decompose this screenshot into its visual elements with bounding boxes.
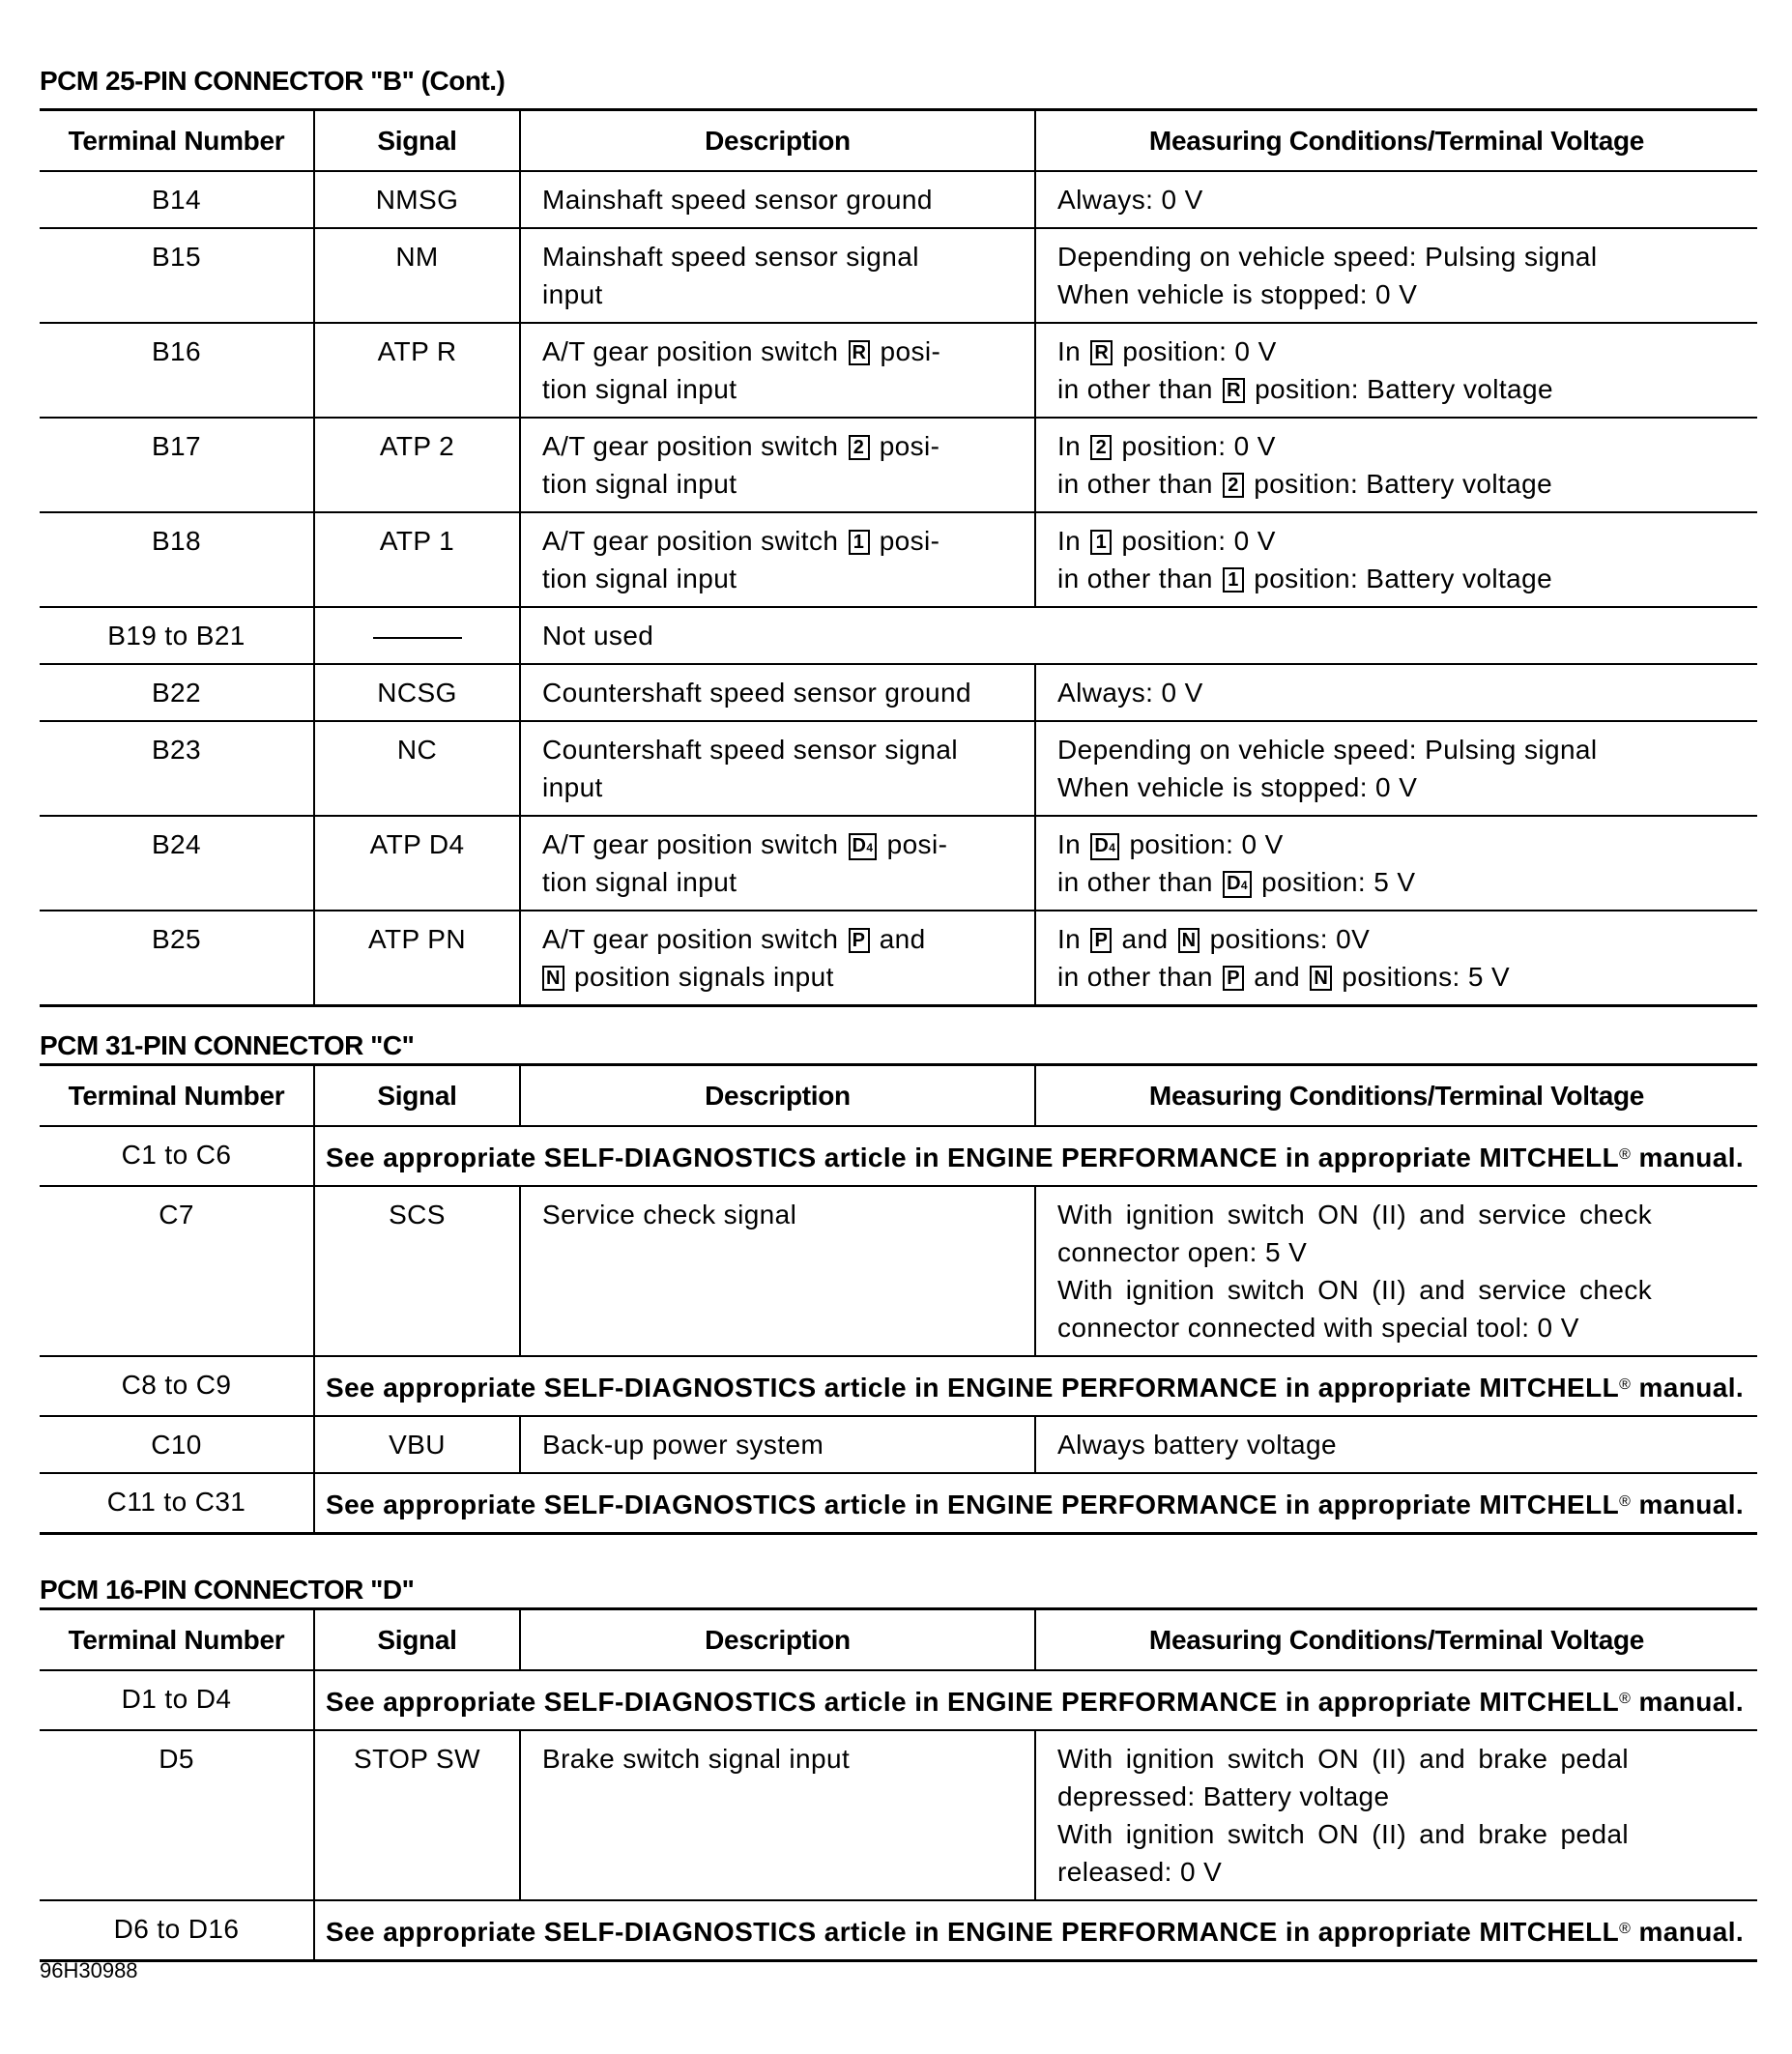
dash-line-icon <box>373 637 462 639</box>
text: See appropriate SELF-DIAGNOSTICS article in ENGINE PERFORMANCE in appropriate MITCHELL <box>326 1143 1620 1172</box>
gear-1-symbol-icon: 1 <box>1223 567 1244 593</box>
text: 4 <box>866 841 874 854</box>
description <box>520 816 1035 911</box>
self-diagnostics-note <box>314 1670 1757 1730</box>
description: Brake switch signal input <box>520 1730 1035 1900</box>
measuring-condition <box>1035 1186 1757 1356</box>
description <box>520 323 1035 418</box>
text: position: 0 V <box>1113 526 1276 556</box>
description <box>520 228 1035 323</box>
terminal-number: B24 <box>40 816 314 911</box>
measuring-line: With ignition switch ON (II) and brake pedal <box>1057 1744 1630 1774</box>
table-row <box>40 1126 1757 1186</box>
text: tion signal input <box>542 469 737 499</box>
text: posi- <box>879 829 948 859</box>
text: position: 0 V <box>1113 431 1276 461</box>
measuring-line: depressed: Battery voltage <box>1057 1781 1390 1811</box>
description: Service check signal <box>520 1186 1035 1356</box>
text: posi- <box>872 336 941 366</box>
table-row <box>40 1670 1757 1730</box>
text: A/T gear position switch <box>542 431 847 461</box>
text: See appropriate SELF-DIAGNOSTICS article in ENGINE PERFORMANCE in appropriate MITCHELL <box>326 1687 1620 1717</box>
text: position: 5 V <box>1253 867 1416 897</box>
table-row <box>40 1900 1757 1961</box>
signal: ATP D4 <box>314 816 520 911</box>
registered-mark-icon: ® <box>1619 1921 1632 1937</box>
signal: ATP 2 <box>314 418 520 512</box>
description: Not used <box>520 607 1757 664</box>
table-row <box>40 171 1757 228</box>
text: and <box>871 924 926 954</box>
connector-b-title: PCM 25-PIN CONNECTOR "B" (Cont.) <box>40 66 506 96</box>
measuring-condition <box>1035 911 1757 1006</box>
measuring-line: With ignition switch ON (II) and brake pedal <box>1057 1819 1630 1849</box>
measuring-line: Depending on vehicle speed: Pulsing signal <box>1057 242 1598 272</box>
text: A/T gear position switch <box>542 829 847 859</box>
signal: VBU <box>314 1416 520 1473</box>
table-row <box>40 228 1757 323</box>
measuring-line: released: 0 V <box>1057 1857 1223 1887</box>
terminal-number: B18 <box>40 512 314 607</box>
text: In <box>1057 829 1089 859</box>
signal: ATP R <box>314 323 520 418</box>
signal: ATP 1 <box>314 512 520 607</box>
text: and <box>1113 924 1176 954</box>
text: In <box>1057 526 1089 556</box>
description <box>520 911 1035 1006</box>
text: See appropriate SELF-DIAGNOSTICS article in ENGINE PERFORMANCE in appropriate MITCHELL <box>326 1373 1620 1403</box>
self-diagnostics-note <box>314 1356 1757 1416</box>
table-header-row <box>40 1065 1757 1127</box>
description-line: Countershaft speed sensor signal <box>542 735 958 765</box>
text: See appropriate SELF-DIAGNOSTICS article in ENGINE PERFORMANCE in appropriate MITCHELL <box>326 1490 1620 1519</box>
text: 4 <box>1109 841 1116 854</box>
measuring-condition: Always: 0 V <box>1035 664 1757 721</box>
text: manual. <box>1631 1373 1745 1403</box>
text: position: Battery voltage <box>1246 469 1553 499</box>
text: position: Battery voltage <box>1246 564 1553 593</box>
description: Back-up power system <box>520 1416 1035 1473</box>
description-line: input <box>542 772 603 802</box>
signal: SCS <box>314 1186 520 1356</box>
measuring-line: When vehicle is stopped: 0 V <box>1057 772 1418 802</box>
measuring-condition <box>1035 721 1757 816</box>
measuring-line: Depending on vehicle speed: Pulsing signal <box>1057 735 1598 765</box>
gear-p-symbol-icon: P <box>1223 966 1244 991</box>
text: posi- <box>871 526 940 556</box>
gear-n-symbol-icon: N <box>542 966 564 991</box>
gear-1-symbol-icon: 1 <box>1090 530 1112 555</box>
signal: NC <box>314 721 520 816</box>
header-signal: Signal <box>314 1609 520 1671</box>
text: in other than <box>1057 374 1222 404</box>
text: and <box>1246 962 1309 992</box>
self-diagnostics-note <box>314 1900 1757 1961</box>
text: in other than <box>1057 962 1222 992</box>
text: D <box>1227 873 1241 894</box>
text: position signals input <box>565 962 834 992</box>
terminal-number: B15 <box>40 228 314 323</box>
gear-n-symbol-icon: N <box>1310 966 1332 991</box>
connector-b-table <box>40 108 1757 1007</box>
registered-mark-icon: ® <box>1619 1146 1632 1163</box>
text: In <box>1057 924 1089 954</box>
description: Countershaft speed sensor ground <box>520 664 1035 721</box>
text: 4 <box>1240 879 1248 892</box>
gear-2-symbol-icon: 2 <box>849 435 870 460</box>
gear-r-symbol-icon: R <box>849 340 871 365</box>
registered-mark-icon: ® <box>1619 1493 1632 1510</box>
measuring-condition <box>1035 418 1757 512</box>
text: manual. <box>1631 1143 1745 1172</box>
signal: NMSG <box>314 171 520 228</box>
table-row <box>40 911 1757 1006</box>
connector-c-title: PCM 31-PIN CONNECTOR "C" <box>40 1030 415 1060</box>
measuring-line: connector open: 5 V <box>1057 1237 1308 1267</box>
terminal-number: B19 to B21 <box>40 607 314 664</box>
terminal-number: B14 <box>40 171 314 228</box>
gear-d4-symbol-icon <box>1223 871 1252 898</box>
table-row <box>40 1356 1757 1416</box>
text: position: Battery voltage <box>1246 374 1553 404</box>
table-row <box>40 1730 1757 1900</box>
header-signal: Signal <box>314 110 520 172</box>
description <box>520 512 1035 607</box>
table-row <box>40 1416 1757 1473</box>
header-terminal-number: Terminal Number <box>40 1065 314 1127</box>
text: position: 0 V <box>1121 829 1284 859</box>
gear-2-symbol-icon: 2 <box>1223 473 1244 498</box>
header-measuring: Measuring Conditions/Terminal Voltage <box>1035 1609 1757 1671</box>
header-measuring: Measuring Conditions/Terminal Voltage <box>1035 1065 1757 1127</box>
measuring-condition <box>1035 816 1757 911</box>
text: positions: 0V <box>1201 924 1371 954</box>
text: See appropriate SELF-DIAGNOSTICS article in ENGINE PERFORMANCE in appropriate MITCHELL <box>326 1917 1620 1947</box>
measuring-line: With ignition switch ON (II) and service check <box>1057 1275 1653 1305</box>
gear-p-symbol-icon: P <box>849 928 870 953</box>
text: manual. <box>1631 1490 1745 1519</box>
measuring-condition <box>1035 228 1757 323</box>
terminal-number: B23 <box>40 721 314 816</box>
text: A/T gear position switch <box>542 526 847 556</box>
measuring-condition <box>1035 512 1757 607</box>
header-terminal-number: Terminal Number <box>40 110 314 172</box>
table-row <box>40 418 1757 512</box>
terminal-number: D5 <box>40 1730 314 1900</box>
text: manual. <box>1631 1687 1745 1717</box>
terminal-number: C10 <box>40 1416 314 1473</box>
text: in other than <box>1057 867 1222 897</box>
terminal-number: C1 to C6 <box>40 1126 314 1186</box>
signal: NCSG <box>314 664 520 721</box>
text: posi- <box>871 431 940 461</box>
table-header-row <box>40 110 1757 172</box>
table-row <box>40 1186 1757 1356</box>
self-diagnostics-note <box>314 1126 1757 1186</box>
signal <box>314 607 520 664</box>
connector-d-table <box>40 1607 1757 1962</box>
terminal-number: C11 to C31 <box>40 1473 314 1534</box>
text: tion signal input <box>542 564 737 593</box>
figure-id: 96H30988 <box>40 1958 138 1982</box>
measuring-line: With ignition switch ON (II) and service check <box>1057 1200 1653 1230</box>
terminal-number: C7 <box>40 1186 314 1356</box>
terminal-number: B16 <box>40 323 314 418</box>
description: Mainshaft speed sensor ground <box>520 171 1035 228</box>
description <box>520 721 1035 816</box>
table-row <box>40 607 1757 664</box>
text: tion signal input <box>542 867 737 897</box>
text: manual. <box>1631 1917 1745 1947</box>
description-line: Mainshaft speed sensor signal <box>542 242 919 272</box>
text: in other than <box>1057 564 1222 593</box>
signal: STOP SW <box>314 1730 520 1900</box>
gear-r-symbol-icon: R <box>1090 340 1113 365</box>
header-measuring: Measuring Conditions/Terminal Voltage <box>1035 110 1757 172</box>
gear-r-symbol-icon: R <box>1223 378 1245 403</box>
description <box>520 418 1035 512</box>
text: D <box>852 835 867 856</box>
table-row <box>40 512 1757 607</box>
measuring-condition <box>1035 323 1757 418</box>
header-terminal-number: Terminal Number <box>40 1609 314 1671</box>
measuring-line: When vehicle is stopped: 0 V <box>1057 279 1418 309</box>
table-row <box>40 664 1757 721</box>
table-row <box>40 1473 1757 1534</box>
table-row <box>40 721 1757 816</box>
table-row <box>40 816 1757 911</box>
signal: NM <box>314 228 520 323</box>
gear-d4-symbol-icon <box>1090 833 1119 860</box>
self-diagnostics-note <box>314 1473 1757 1534</box>
text: in other than <box>1057 469 1222 499</box>
terminal-number: D1 to D4 <box>40 1670 314 1730</box>
terminal-number: B22 <box>40 664 314 721</box>
text: In <box>1057 431 1089 461</box>
gear-p-symbol-icon: P <box>1090 928 1112 953</box>
text: A/T gear position switch <box>542 924 847 954</box>
text: tion signal input <box>542 374 737 404</box>
measuring-condition <box>1035 1730 1757 1900</box>
header-description: Description <box>520 1609 1035 1671</box>
connector-d-title: PCM 16-PIN CONNECTOR "D" <box>40 1575 415 1605</box>
gear-2-symbol-icon: 2 <box>1090 435 1112 460</box>
terminal-number: B17 <box>40 418 314 512</box>
measuring-line: connector connected with special tool: 0 V <box>1057 1313 1579 1343</box>
table-row <box>40 323 1757 418</box>
gear-n-symbol-icon: N <box>1178 928 1200 953</box>
header-signal: Signal <box>314 1065 520 1127</box>
text: A/T gear position switch <box>542 336 847 366</box>
registered-mark-icon: ® <box>1619 1376 1632 1393</box>
terminal-number: B25 <box>40 911 314 1006</box>
header-description: Description <box>520 1065 1035 1127</box>
terminal-number: D6 to D16 <box>40 1900 314 1961</box>
measuring-condition: Always: 0 V <box>1035 171 1757 228</box>
connector-c-table <box>40 1063 1757 1535</box>
gear-d4-symbol-icon <box>849 833 878 860</box>
measuring-condition: Always battery voltage <box>1035 1416 1757 1473</box>
gear-1-symbol-icon: 1 <box>849 530 870 555</box>
signal: ATP PN <box>314 911 520 1006</box>
text: positions: 5 V <box>1334 962 1511 992</box>
registered-mark-icon: ® <box>1619 1691 1632 1707</box>
terminal-number: C8 to C9 <box>40 1356 314 1416</box>
text: D <box>1094 835 1110 856</box>
text: position: 0 V <box>1114 336 1277 366</box>
text: In <box>1057 336 1089 366</box>
description-line: input <box>542 279 603 309</box>
table-header-row <box>40 1609 1757 1671</box>
header-description: Description <box>520 110 1035 172</box>
